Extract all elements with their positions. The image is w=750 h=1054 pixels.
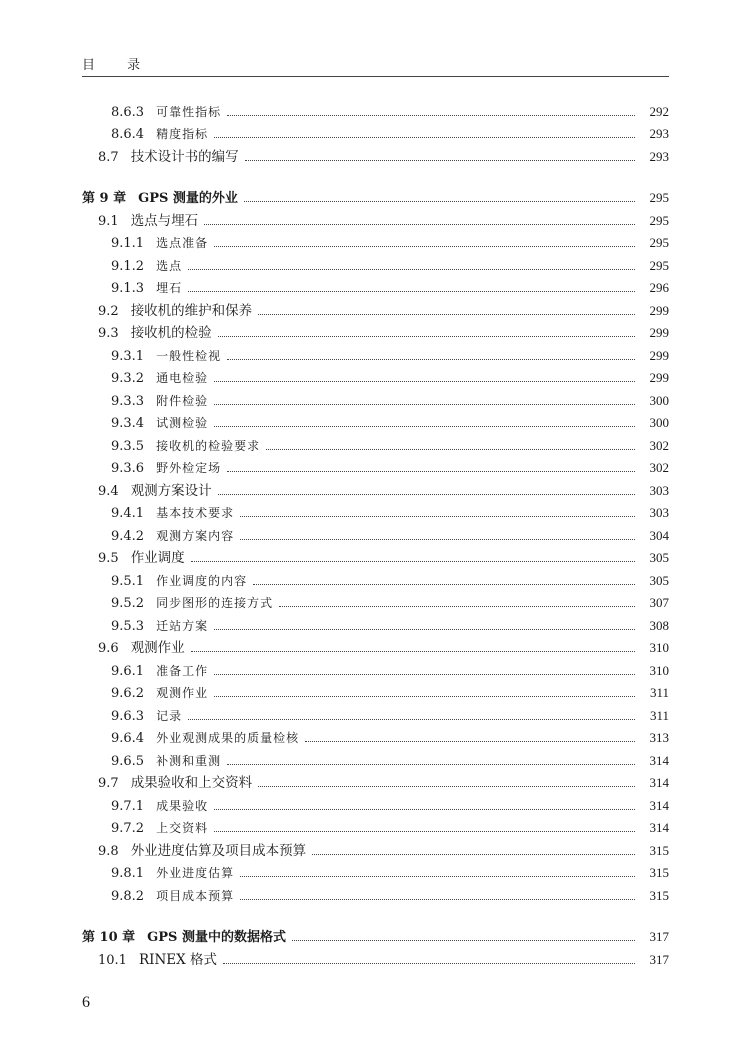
toc-subsection-entry[interactable] [82,611,669,634]
toc-entry-number: 9.5.1 [111,573,145,589]
toc-entry-page: 292 [649,103,669,119]
dot-leader [188,269,635,270]
toc-entry-title: 补测和重测 [156,753,222,768]
dot-leader [258,786,635,787]
toc-subsection-entry[interactable] [82,431,669,454]
toc-entry-page: 315 [649,887,669,903]
toc-entry-number: 9.5 [98,551,119,566]
dot-leader [214,629,635,630]
toc-entry-title: 附件检验 [156,393,209,408]
dot-leader [245,160,635,161]
toc-entry-title: 记录 [156,708,183,723]
toc-entry-title: 作业调度的内容 [156,573,248,588]
toc-entry-title: 观测方案设计 [130,482,212,499]
toc-entry-page: 317 [649,951,669,967]
toc-entry-number: 9.6 [98,641,119,656]
dot-leader [240,899,635,900]
toc-entry-title: 野外检定场 [156,461,222,475]
toc-entry-title: 外业观测成果的质量检核 [156,731,300,745]
toc-entry-title: 选点 [156,258,183,273]
toc-entry-number: 9.3.1 [111,348,145,364]
toc-subsection-entry[interactable] [82,521,669,544]
toc-subsection-entry[interactable] [82,97,669,120]
toc-entry-page: 296 [649,280,669,295]
toc-entry-title: GPS 测量的外业 [138,191,238,206]
toc-section-entry[interactable] [82,319,669,342]
toc-entry-number: 8.6.3 [111,104,145,120]
toc-section-entry[interactable] [82,206,669,229]
toc-entry-page: 295 [649,190,669,205]
toc-entry-number: 9.1 [98,213,119,229]
toc-entry-number: 10.1 [98,952,127,968]
toc-entry-number: 9.7 [98,776,119,791]
toc-entry-page: 304 [649,527,669,543]
toc-entry-number: 9.3 [98,326,119,341]
toc-entry-page: 303 [649,505,669,520]
dot-leader [305,741,635,742]
toc-entry-title: 接收机的维护和保养 [130,302,253,319]
toc-entry-page: 308 [649,617,669,633]
toc-entry-page: 299 [649,347,669,363]
toc-entry-title: 外业进度估算及项目成本预算 [130,842,307,859]
toc-entry-page: 307 [649,595,669,610]
toc-entry-title: 技术设计书的编写 [130,148,239,165]
toc-entry-page: 300 [649,392,669,408]
toc-entry-page: 299 [649,325,669,340]
dot-leader [214,696,635,697]
toc-subsection-entry[interactable] [82,120,669,143]
toc-section-entry[interactable] [82,544,669,567]
toc-entry-title: 接收机的检验要求 [156,438,261,453]
toc-entry-number: 9.3.2 [111,371,145,386]
toc-subsection-entry[interactable] [82,656,669,679]
dot-leader [253,584,635,585]
toc-entry-number: 9.8 [98,843,119,859]
toc-subsection-entry[interactable] [82,701,669,724]
dot-leader [292,940,635,941]
dot-leader [214,831,635,832]
dot-leader [214,674,635,675]
toc-entry-number: 9.1.1 [111,236,145,251]
toc-entry-page: 310 [649,640,669,655]
toc-entry-number: 9.1.2 [111,258,145,274]
toc-entry-title: 埋石 [156,281,183,295]
page-number: 6 [82,994,90,1011]
toc-entry-page: 314 [649,820,669,835]
toc-subsection-entry[interactable] [82,881,669,904]
dot-leader [258,314,635,315]
toc-entry-number: 9.7.2 [111,821,145,836]
toc-entry-number: 9.4.1 [111,506,145,521]
dot-leader [214,381,635,382]
toc-subsection-entry[interactable] [82,499,669,522]
dot-leader [191,561,635,562]
toc-entry-title: 精度指标 [156,127,209,141]
toc-entry-title: 一般性检视 [156,348,222,363]
toc-entry-page: 293 [649,126,669,141]
header-title: 目 录 [82,58,155,73]
toc-entry-page: 314 [649,797,669,813]
toc-entry-page: 315 [649,865,669,880]
toc-section-entry[interactable] [82,836,669,859]
toc-section-entry[interactable] [82,769,669,792]
toc-entry-title: 可靠性指标 [156,104,222,119]
toc-entry-title: 观测作业 [156,686,209,700]
toc-subsection-entry[interactable] [82,341,669,364]
toc-section-entry[interactable] [82,634,669,657]
dot-leader [188,291,635,292]
dot-leader [227,471,635,472]
dot-leader [188,719,635,720]
dot-leader [240,876,635,877]
dot-leader [266,449,635,450]
toc-entry-title: 成果验收 [156,798,209,813]
toc-entry-page: 311 [649,685,669,700]
toc-entry-title: 项目成本预算 [156,888,235,903]
toc-subsection-entry[interactable] [82,274,669,297]
toc-entry-number: 9.5.3 [111,618,145,634]
toc-entry-number: 9.3.6 [111,461,145,476]
toc-entry-number: 9.2 [98,303,119,319]
dot-leader [240,516,635,517]
toc-entry-title: 通电检验 [156,371,209,385]
dot-leader [312,854,635,855]
toc-entry-page: 295 [649,235,669,250]
toc-subsection-entry[interactable] [82,229,669,252]
toc-entry-number: 第 10 章 [82,930,136,945]
dot-leader [214,426,635,427]
toc-subsection-entry[interactable] [82,589,669,612]
toc-entry-number: 9.1.3 [111,281,145,296]
toc-entry-title: GPS 测量中的数据格式 [147,930,286,945]
toc-entry-title: 成果验收和上交资料 [130,775,253,791]
toc-entry-number: 9.5.2 [111,596,145,611]
toc-entry-title: 迁站方案 [156,618,209,633]
toc-entry-title: 上交资料 [156,821,209,835]
toc-entry-title: 作业调度 [130,550,185,566]
toc-entry-number: 9.7.1 [111,798,145,814]
toc-subsection-entry[interactable] [82,566,669,589]
toc-entry-number: 9.6.2 [111,686,145,701]
toc-section-entry[interactable] [82,142,669,165]
dot-leader [244,201,635,202]
toc-entry-title: 观测方案内容 [156,528,235,543]
toc-entry-number: 9.8.1 [111,866,145,881]
toc-chapter-entry[interactable] [82,923,669,946]
dot-leader [227,115,635,116]
toc-entry-page: 295 [649,212,669,228]
toc-entry-title: 试测检验 [156,416,209,430]
dot-leader [279,606,635,607]
dot-leader [191,651,635,652]
toc-entry-title: 观测作业 [130,640,185,656]
toc-entry-number: 9.3.4 [111,416,145,431]
toc-entry-number: 9.3.5 [111,438,145,454]
toc-entry-page: 302 [649,460,669,475]
toc-entry-page: 314 [649,752,669,768]
toc-section-entry[interactable] [82,476,669,499]
toc-entry-title: 接收机的检验 [130,325,212,341]
toc-entry-page: 305 [649,550,669,565]
toc-entry-number: 9.4.2 [111,528,145,544]
toc-subsection-entry[interactable] [82,409,669,432]
dot-leader [218,336,635,337]
toc-chapter-entry[interactable] [82,184,669,207]
toc-entry-title: 基本技术要求 [156,506,235,520]
toc-subsection-entry[interactable] [82,251,669,274]
toc-subsection-entry[interactable] [82,386,669,409]
section-gap [82,904,669,923]
toc-entry-page: 310 [649,662,669,678]
toc-entry-number: 9.4 [98,483,119,499]
dot-leader [214,137,635,138]
toc-entry-number: 9.3.3 [111,393,145,409]
toc-entry-page: 315 [649,842,669,858]
toc-subsection-entry[interactable] [82,679,669,702]
dot-leader [227,764,635,765]
toc-entry-number: 9.6.3 [111,708,145,724]
toc-entry-page: 300 [649,415,669,430]
toc-entry-title: 选点准备 [156,236,209,250]
toc-subsection-entry[interactable] [82,814,669,837]
dot-leader [227,359,635,360]
toc-entry-page: 313 [649,730,669,745]
toc-entry-number: 9.6.4 [111,731,145,746]
toc-entry-number: 8.7 [98,149,119,165]
toc-subsection-entry[interactable] [82,724,669,747]
toc-entry-page: 303 [649,482,669,498]
toc-entry-page: 302 [649,437,669,453]
toc-entry-number: 9.8.2 [111,888,145,904]
toc-section-entry[interactable] [82,945,669,968]
toc-entry-page: 317 [649,929,669,944]
toc-entry-number: 9.6.5 [111,753,145,769]
toc-entry-number: 第 9 章 [82,191,127,206]
dot-leader [214,246,635,247]
dot-leader [214,404,635,405]
toc-entry-title: 准备工作 [156,663,209,678]
dot-leader [204,224,635,225]
toc-subsection-entry[interactable] [82,454,669,477]
toc-entry-title: 外业进度估算 [156,866,235,880]
toc-entry-title: 同步图形的连接方式 [156,596,274,610]
toc-entry-page: 314 [649,775,669,790]
table-of-contents [82,97,669,968]
toc-entry-number: 8.6.4 [111,127,145,142]
toc-entry-number: 9.6.1 [111,663,145,679]
toc-entry-page: 299 [649,302,669,318]
toc-subsection-entry[interactable] [82,859,669,882]
toc-entry-page: 293 [649,148,669,164]
toc-subsection-entry[interactable] [82,364,669,387]
toc-entry-page: 299 [649,370,669,385]
toc-entry-page: 311 [649,707,669,723]
toc-entry-page: 305 [649,572,669,588]
toc-entry-title: 选点与埋石 [130,212,199,229]
dot-leader [240,539,635,540]
toc-entry-page: 295 [649,257,669,273]
dot-leader [214,809,635,810]
dot-leader [223,963,635,964]
dot-leader [218,494,635,495]
section-gap [82,165,669,184]
toc-section-entry[interactable] [82,296,669,319]
toc-subsection-entry[interactable] [82,746,669,769]
toc-entry-title: RINEX 格式 [138,951,218,968]
toc-subsection-entry[interactable] [82,791,669,814]
running-header [82,54,669,77]
